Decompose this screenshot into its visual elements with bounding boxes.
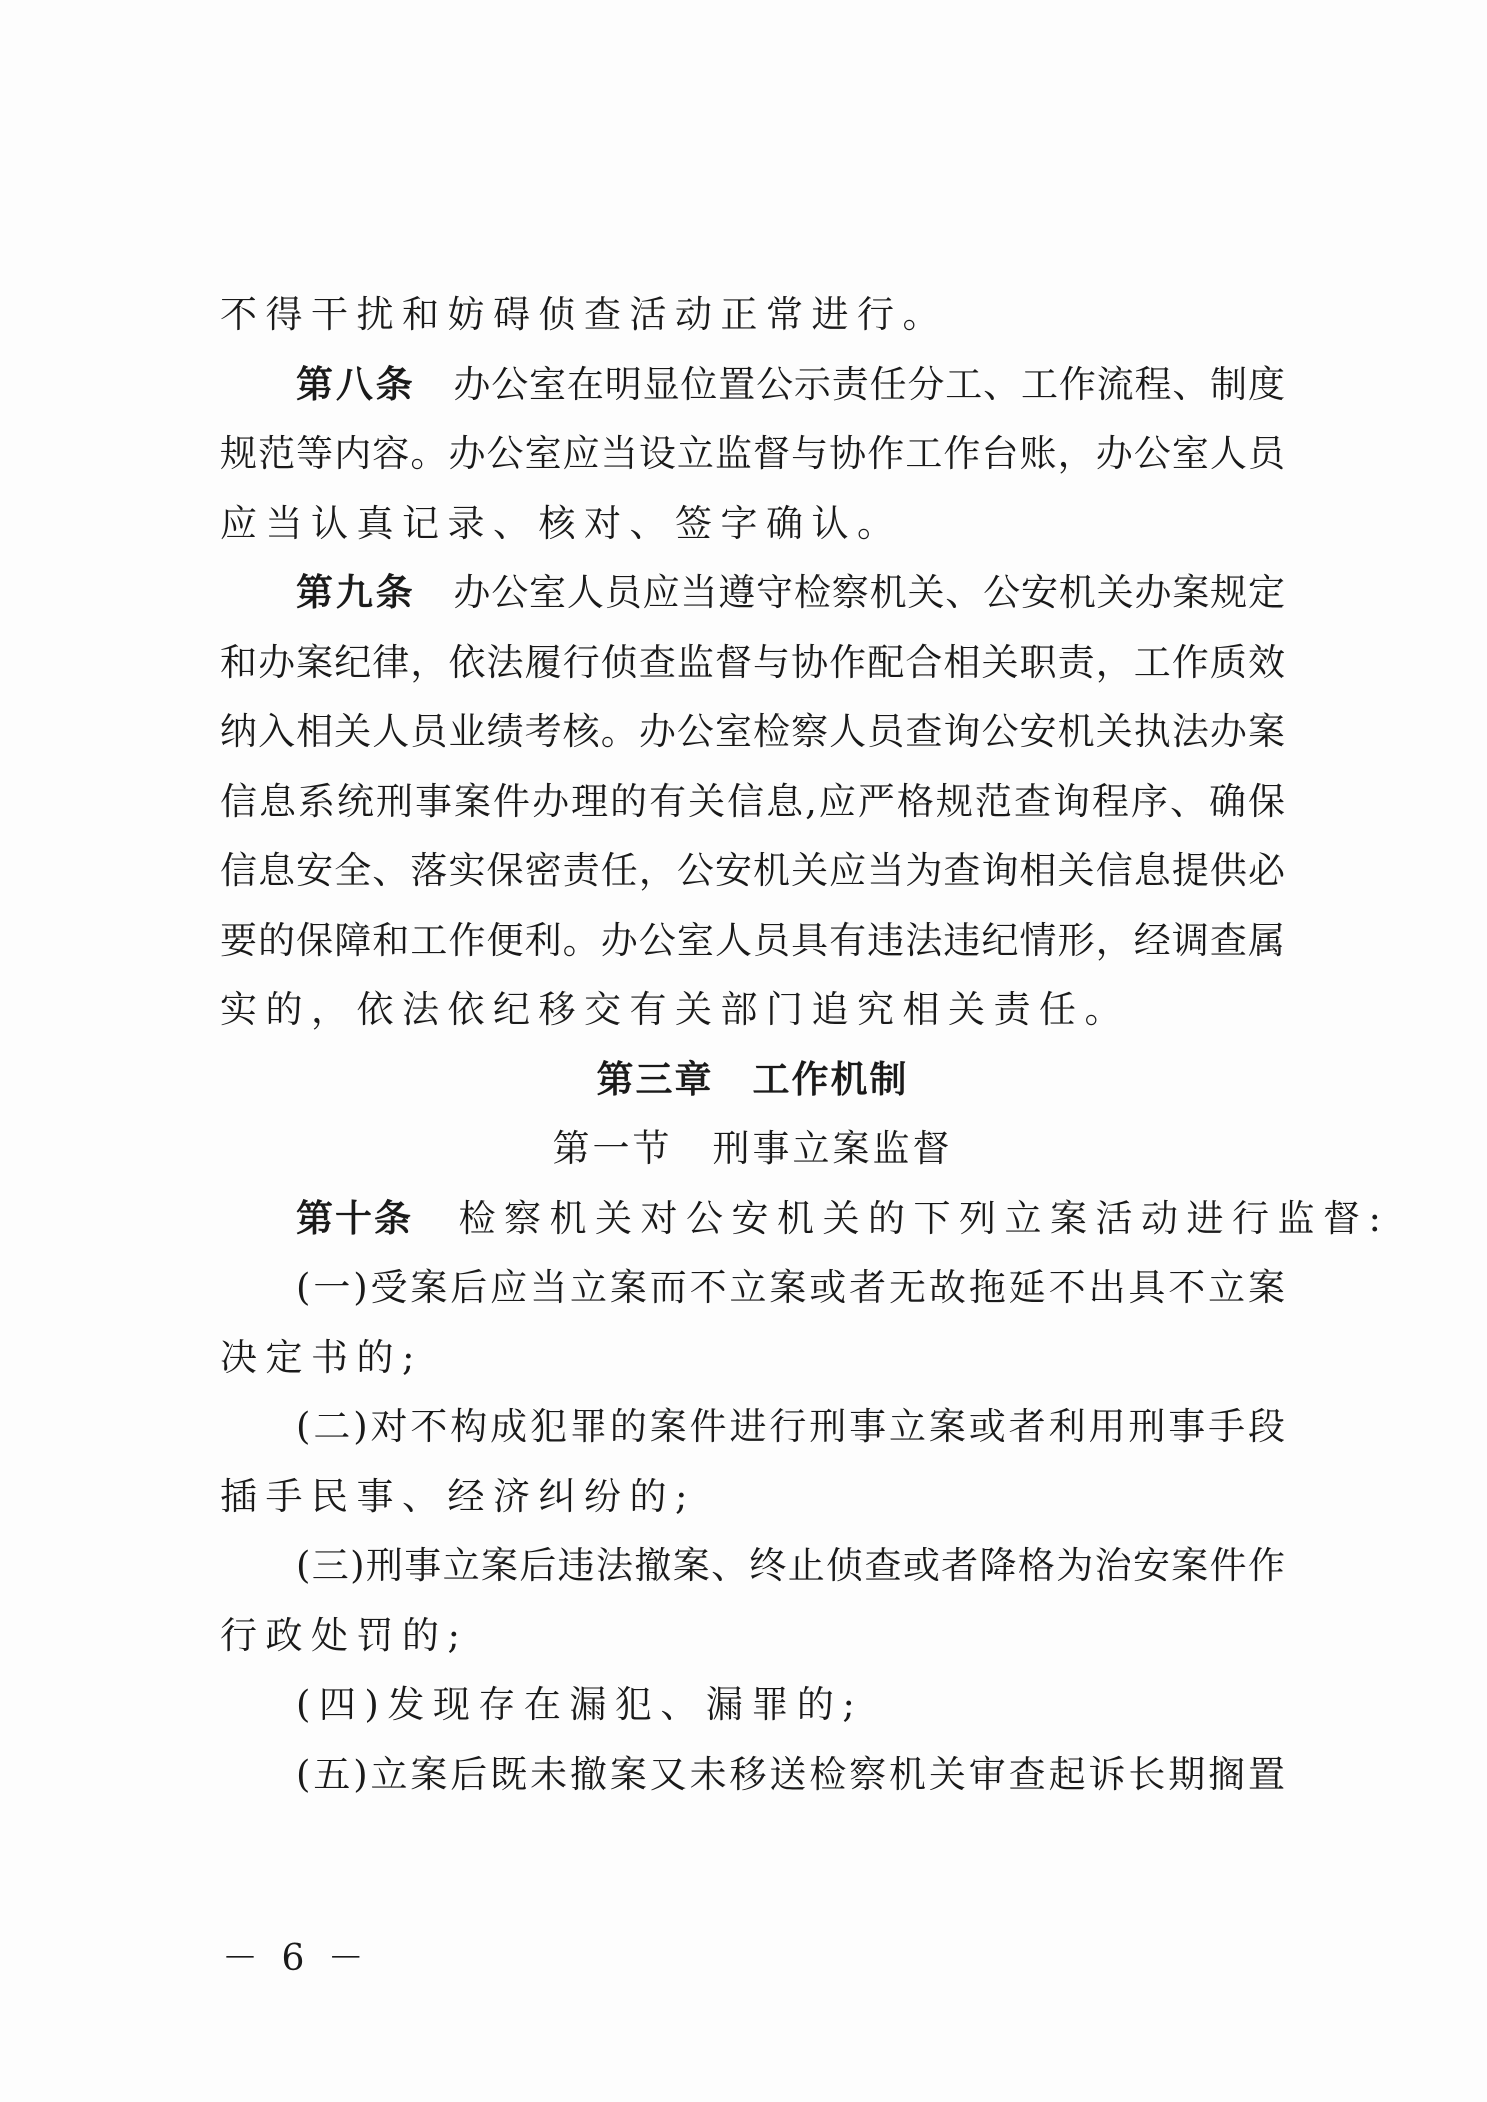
page-number: － 6 －	[222, 1938, 370, 1979]
list-item-1	[220, 1253, 1285, 1323]
line-text: (三)刑事立案后违法撤案、终止侦查或者降格为治安案件作	[296, 1544, 1285, 1587]
line-text: 办公室在明显位置公示责任分工、工作流程、制度	[453, 362, 1286, 406]
text-line	[220, 906, 1285, 976]
article-10-title: 第十条	[296, 1196, 413, 1240]
text-line	[220, 836, 1285, 906]
text-line	[220, 975, 1285, 1045]
chapter-heading: 第三章 工作机制	[596, 1057, 909, 1101]
text-line	[220, 1601, 1285, 1671]
document-body	[220, 280, 1390, 1809]
text-line	[220, 1462, 1285, 1532]
line-text: (一)受案后应当立案而不立案或者无故拖延不出具不立案	[296, 1266, 1285, 1309]
list-item-4	[220, 1670, 1285, 1740]
text-line	[220, 419, 1285, 489]
line-text: 行政处罚的;	[220, 1613, 469, 1657]
line-text: 应当认真记录、核对、签字确认。	[220, 501, 903, 545]
line-text: 不得干扰和妨碍侦查活动正常进行。	[220, 293, 948, 336]
line-text: 办公室人员应当遵守检察机关、公安机关办案规定	[453, 571, 1286, 614]
article-8-first-line	[220, 350, 1285, 420]
line-text: 信息安全、落实保密责任，公安机关应当为查询相关信息提供必	[220, 849, 1285, 892]
line-text: 规范等内容。办公室应当设立监督与协作工作台账，办公室人员	[220, 432, 1285, 475]
article-9-title: 第九条	[296, 571, 416, 614]
line-text: (五)立案后既未撤案又未移送检察机关审查起诉长期搁置	[296, 1752, 1285, 1796]
list-item-2	[220, 1392, 1285, 1462]
article-9-first-line	[220, 558, 1285, 628]
line-text: (二)对不构成犯罪的案件进行刑事立案或者利用刑事手段	[296, 1405, 1285, 1448]
text-line	[220, 280, 1285, 350]
text-line	[220, 489, 1285, 559]
text-line	[220, 697, 1285, 767]
article-10-first-line	[220, 1184, 1390, 1254]
text-line	[220, 628, 1285, 698]
text-line	[220, 1323, 1285, 1393]
text-line	[220, 767, 1285, 837]
line-text: 决定书的;	[220, 1335, 423, 1379]
line-text: (四)发现存在漏犯、漏罪的;	[296, 1683, 864, 1726]
line-text: 检察机关对公安机关的下列立案活动进行监督:	[458, 1196, 1390, 1240]
line-text: 实的，依法依纪移交有关部门追究相关责任。	[220, 988, 1130, 1031]
list-item-3	[220, 1531, 1285, 1601]
line-text: 要的保障和工作便利。办公室人员具有违法违纪情形，经调查属	[220, 918, 1285, 962]
line-text: 纳入相关人员业绩考核。办公室检察人员查询公安机关执法办案	[220, 710, 1285, 753]
article-8-title: 第八条	[296, 362, 416, 406]
line-text: 插手民事、经济纠纷的;	[220, 1474, 696, 1518]
line-text: 和办案纪律，依法履行侦查监督与协作配合相关职责，工作质效	[220, 640, 1285, 684]
section-heading: 第一节 刑事立案监督	[552, 1127, 953, 1170]
line-text: 信息系统刑事案件办理的有关信息,应严格规范查询程序、确保	[220, 779, 1285, 823]
list-item-5	[220, 1740, 1285, 1810]
